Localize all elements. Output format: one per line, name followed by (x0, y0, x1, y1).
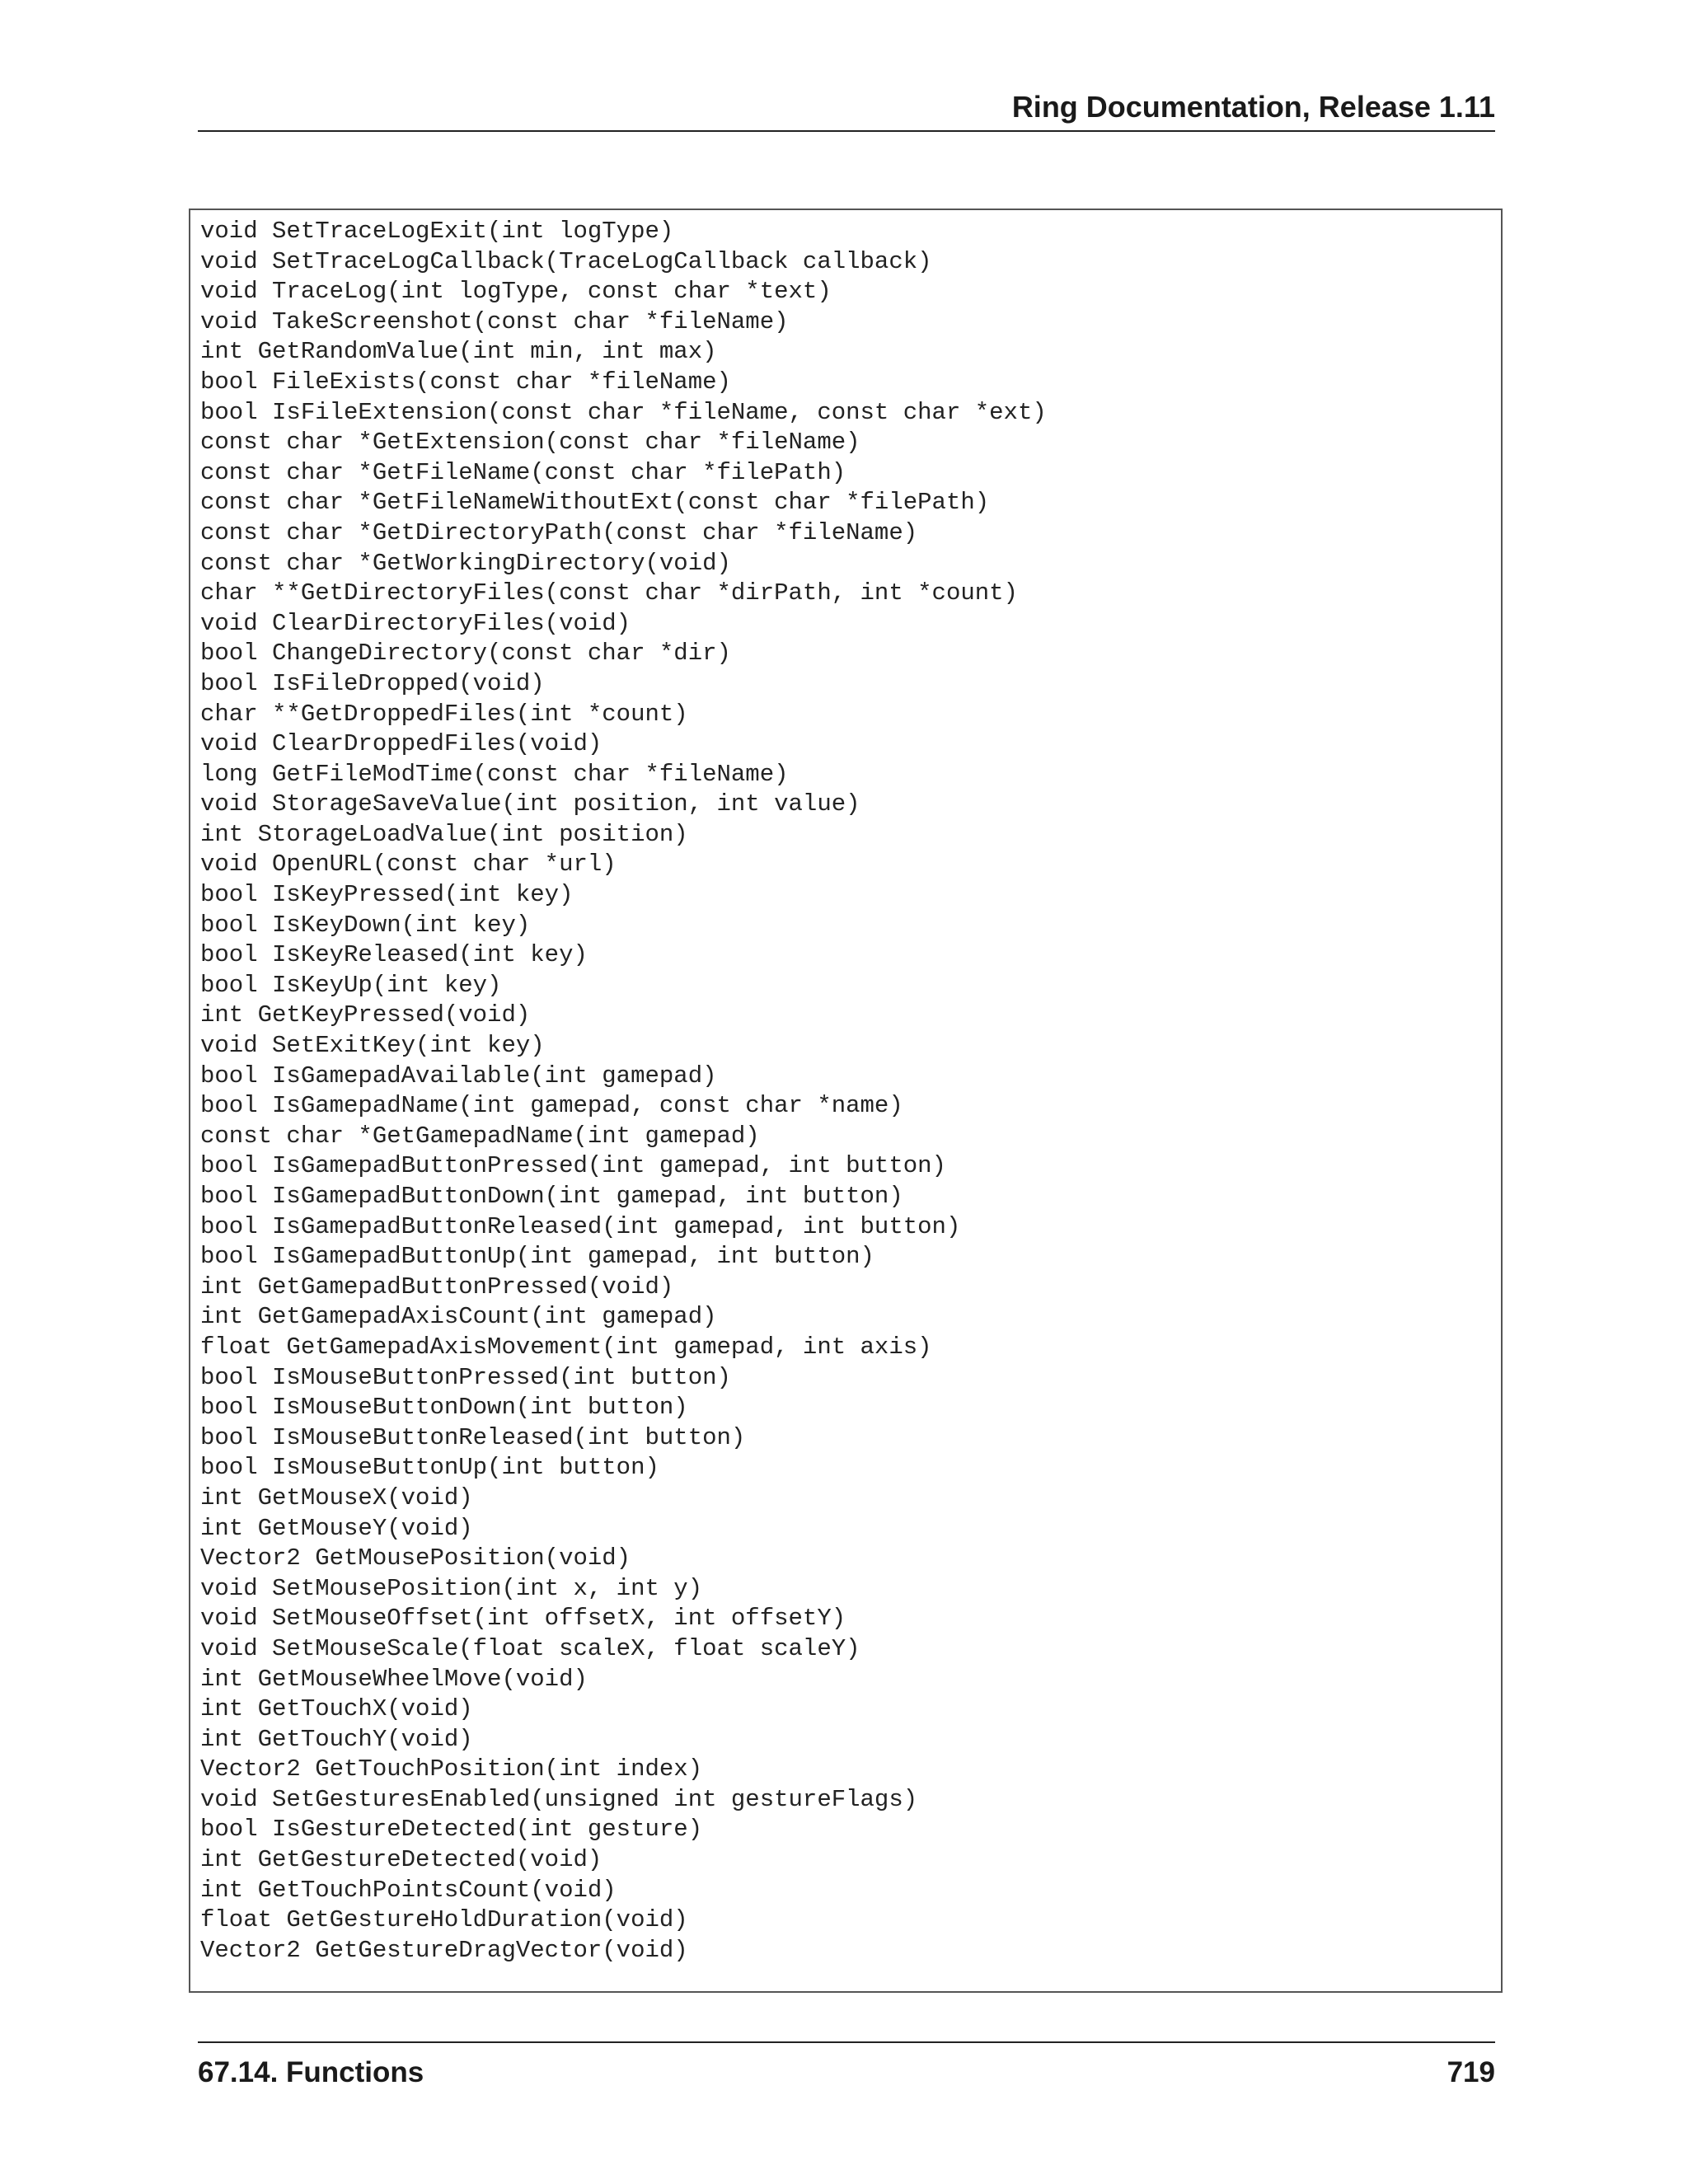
code-line: void SetTraceLogExit(int logType) (200, 218, 674, 245)
code-line: bool ChangeDirectory(const char *dir) (200, 640, 731, 668)
page-footer (198, 2041, 1495, 2099)
code-line: float GetGamepadAxisMovement(int gamepad, int axis) (200, 1333, 932, 1361)
code-line: int GetMouseY(void) (200, 1514, 473, 1542)
code-line: int GetTouchY(void) (200, 1725, 473, 1753)
page-header (198, 91, 1495, 132)
code-line: int GetGamepadAxisCount(int gamepad) (200, 1303, 717, 1331)
code-line: const char *GetFileName(const char *filePath) (200, 458, 846, 486)
code-line: int GetGestureDetected(void) (200, 1846, 603, 1874)
code-line: int StorageLoadValue(int position) (200, 820, 688, 848)
code-line: const char *GetWorkingDirectory(void) (200, 549, 731, 577)
code-line: const char *GetDirectoryPath(const char *fileName) (200, 518, 918, 546)
code-line: bool IsKeyReleased(int key) (200, 941, 588, 969)
code-line: int GetTouchPointsCount(void) (200, 1876, 617, 1904)
code-line: const char *GetGamepadName(int gamepad) (200, 1122, 760, 1150)
document-title: Ring Documentation, Release 1.11 (1011, 90, 1495, 124)
section-title: 67.14. Functions (198, 2056, 424, 2088)
code-line: void OpenURL(const char *url) (200, 851, 617, 879)
code-line: bool IsKeyPressed(int key) (200, 881, 574, 909)
code-line: bool IsFileExtension(const char *fileName, const char *ext) (200, 398, 1047, 426)
code-line: int GetGamepadButtonPressed(void) (200, 1272, 674, 1301)
code-line: void ClearDirectoryFiles(void) (200, 609, 631, 637)
code-line: bool IsMouseButtonUp(int button) (200, 1454, 659, 1482)
code-line: long GetFileModTime(const char *fileName) (200, 760, 789, 788)
code-line: bool IsKeyDown(int key) (200, 911, 531, 939)
code-line: const char *GetExtension(const char *fileName) (200, 429, 860, 457)
code-line: char **GetDroppedFiles(int *count) (200, 700, 688, 728)
code-line: bool IsGamepadAvailable(int gamepad) (200, 1062, 717, 1090)
code-line: bool IsGestureDetected(int gesture) (200, 1816, 703, 1844)
code-line: Vector2 GetGestureDragVector(void) (200, 1936, 688, 1964)
code-block (189, 209, 1503, 1993)
code-line: int GetKeyPressed(void) (200, 1001, 531, 1029)
code-line: bool IsGamepadButtonReleased(int gamepad, int button) (200, 1212, 961, 1240)
code-line: void SetGesturesEnabled(unsigned int gestureFlags) (200, 1785, 918, 1813)
code-line: void SetExitKey(int key) (200, 1032, 545, 1060)
code-line: void SetMousePosition(int x, int y) (200, 1574, 703, 1602)
code-line: bool IsGamepadButtonDown(int gamepad, int button) (200, 1183, 903, 1210)
code-line: bool IsKeyUp(int key) (200, 971, 502, 999)
code-line: bool IsMouseButtonReleased(int button) (200, 1423, 746, 1451)
code-line: void TakeScreenshot(const char *fileName) (200, 307, 789, 335)
code-line: Vector2 GetMousePosition(void) (200, 1544, 631, 1572)
code-line: float GetGestureHoldDuration(void) (200, 1906, 688, 1934)
code-line: bool IsMouseButtonDown(int button) (200, 1394, 688, 1422)
code-line: void StorageSaveValue(int position, int value) (200, 790, 860, 818)
code-line: void SetMouseOffset(int offsetX, int offsetY) (200, 1605, 846, 1633)
code-line: bool IsGamepadButtonUp(int gamepad, int button) (200, 1243, 874, 1271)
code-line: int GetTouchX(void) (200, 1695, 473, 1723)
code-line: char **GetDirectoryFiles(const char *dirPath, int *count) (200, 579, 1018, 607)
code-line: bool IsGamepadName(int gamepad, const char *name) (200, 1092, 903, 1120)
code-lines (200, 217, 1047, 1966)
code-line: const char *GetFileNameWithoutExt(const char *filePath) (200, 489, 990, 517)
code-line: int GetMouseWheelMove(void) (200, 1665, 588, 1693)
page-number: 719 (1447, 2056, 1495, 2088)
code-line: void ClearDroppedFiles(void) (200, 730, 603, 758)
code-line: Vector2 GetTouchPosition(int index) (200, 1755, 703, 1783)
code-line: void TraceLog(int logType, const char *text) (200, 278, 832, 306)
code-line: bool IsMouseButtonPressed(int button) (200, 1363, 731, 1391)
code-line: void SetTraceLogCallback(TraceLogCallback callback) (200, 247, 932, 275)
code-line: bool FileExists(const char *fileName) (200, 368, 731, 396)
code-line: bool IsGamepadButtonPressed(int gamepad, int button) (200, 1152, 946, 1180)
code-line: int GetRandomValue(int min, int max) (200, 338, 717, 366)
code-line: bool IsFileDropped(void) (200, 669, 545, 697)
code-line: int GetMouseX(void) (200, 1483, 473, 1511)
code-line: void SetMouseScale(float scaleX, float scaleY) (200, 1634, 860, 1662)
